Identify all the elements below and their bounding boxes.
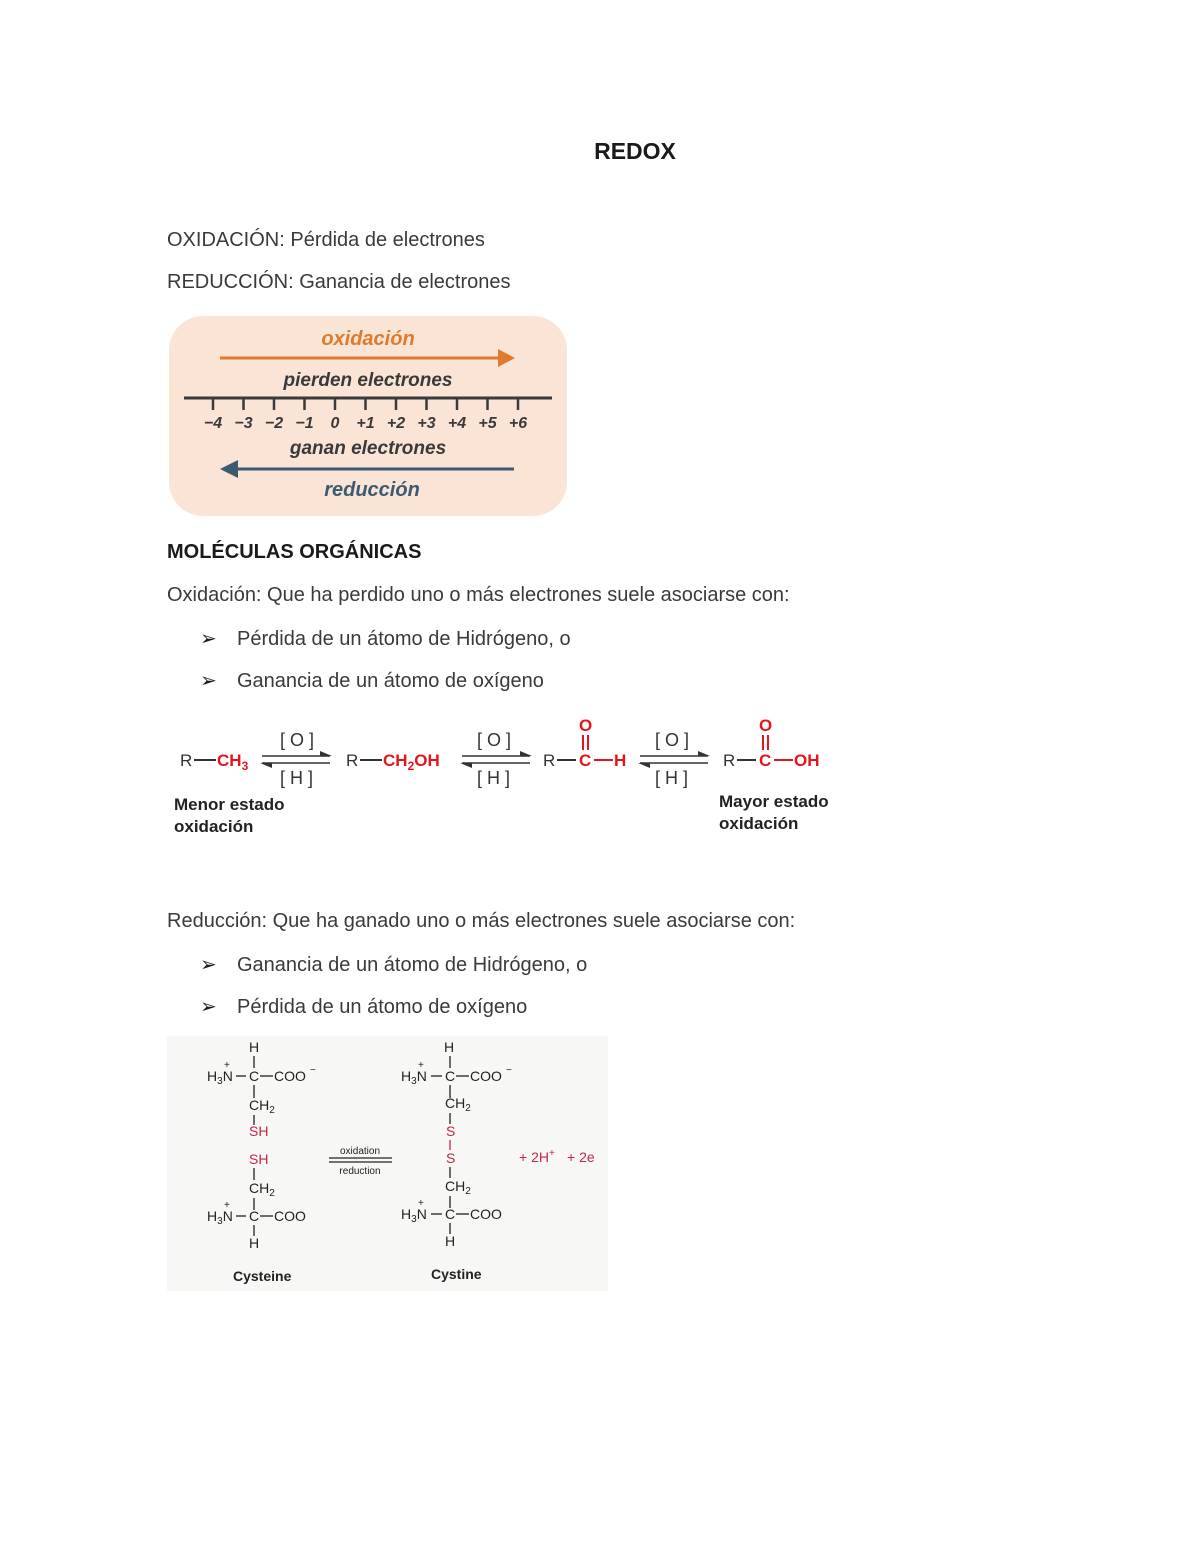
- page-title: REDOX: [594, 138, 676, 164]
- bullet-text: Ganancia de un átomo de oxígeno: [237, 670, 544, 692]
- hydroxymethyl-group: $CH_2OH$: [383, 751, 440, 773]
- r-group: R: [180, 751, 193, 770]
- oxidant-label: [ O ]: [280, 730, 315, 750]
- tick-label: +4: [447, 415, 467, 432]
- forward-arrow-head: [320, 751, 332, 756]
- r-group: R: [723, 751, 736, 770]
- r-group: R: [543, 751, 556, 770]
- tick-label: +1: [356, 415, 375, 432]
- plus-charge: +: [224, 1060, 230, 1071]
- carboxyl-oxygen: O: [759, 716, 773, 735]
- bullet-arrow-icon: ➢: [200, 670, 217, 692]
- gain-electrons-label: ganan electrones: [289, 438, 447, 459]
- protons-product: + 2H+: [519, 1148, 555, 1165]
- sulfur-atom: S: [446, 1123, 456, 1139]
- oxidant-label: [ O ]: [477, 730, 512, 750]
- reduction-label: reducción: [324, 479, 420, 501]
- methylene-group: $CH_2$: [249, 1180, 275, 1199]
- bullet-text: Pérdida de un átomo de Hidrógeno, o: [237, 628, 571, 650]
- bullet-text: Pérdida de un átomo de oxígeno: [237, 996, 528, 1018]
- carbonyl-oxygen: O: [579, 716, 593, 735]
- reverse-arrow-head: [260, 763, 272, 768]
- tick-label: −1: [295, 415, 314, 432]
- carbonyl-carbon: C: [579, 751, 592, 770]
- lowest-state-label-line2: oxidación: [174, 817, 254, 836]
- reduction-bullet-1: [200, 952, 587, 977]
- tick-label: +3: [417, 415, 436, 432]
- hydroxyl-group: OH: [794, 751, 820, 770]
- tick-label: −3: [234, 415, 253, 432]
- minus-charge: −: [310, 1065, 316, 1076]
- tick-label: 0: [330, 415, 340, 432]
- oxidation-arrow-label: oxidation: [339, 1146, 381, 1157]
- hydrogen-atom: H: [444, 1039, 455, 1055]
- tick-label: +6: [508, 415, 528, 432]
- bullet-text: Ganancia de un átomo de Hidrógeno, o: [237, 954, 588, 976]
- tick-label: +2: [386, 415, 406, 432]
- methylene-group: $CH_2$: [249, 1097, 275, 1116]
- methyl-group: $CH_3$: [217, 751, 249, 773]
- tick-label: −2: [264, 415, 284, 432]
- oxidation-bullet-2: [200, 668, 544, 693]
- oxidation-definition: OXIDACIÓN: Pérdida de electrones: [167, 229, 485, 251]
- oxidation-label: oxidación: [321, 328, 415, 350]
- oxidation-scale-diagram: [168, 315, 570, 519]
- plus-charge: +: [418, 1198, 424, 1209]
- bullet-arrow-icon: ➢: [200, 996, 217, 1018]
- oxidation-bullet-1: [200, 626, 571, 651]
- reverse-arrow-head: [460, 763, 472, 768]
- forward-arrow-head: [698, 751, 710, 756]
- lowest-state-label: Menor estado: [174, 795, 285, 814]
- ammonium-group: $H_3N$: [207, 1208, 233, 1227]
- cystine-label: Cystine: [431, 1266, 482, 1282]
- aldehyde-hydrogen: H: [614, 751, 627, 770]
- oxidation-sequence-scheme: [170, 712, 840, 840]
- tick-label: −4: [203, 415, 223, 432]
- methylene-group: $CH_2$: [445, 1095, 471, 1114]
- methylene-group: $CH_2$: [445, 1178, 471, 1197]
- reductant-label: [ H ]: [655, 768, 689, 788]
- hydrogen-atom: H: [249, 1235, 260, 1251]
- highest-state-label-line2: oxidación: [719, 814, 799, 833]
- cysteine-label: Cysteine: [233, 1268, 292, 1284]
- oxidation-intro: Oxidación: Que ha perdido uno o más electrones suele asociarse con:: [167, 584, 790, 606]
- ammonium-group: $H_3N$: [207, 1068, 233, 1087]
- bullet-arrow-icon: ➢: [200, 628, 217, 650]
- carboxyl-carbon: C: [759, 751, 772, 770]
- reduction-intro: Reducción: Que ha ganado uno o más electrones suele asociarse con:: [167, 910, 796, 932]
- carboxylate-group: COO: [274, 1208, 306, 1224]
- reduction-definition: REDUCCIÓN: Ganancia de electrones: [167, 271, 511, 293]
- reduction-arrow-label: reduction: [339, 1166, 381, 1177]
- plus-charge: +: [418, 1060, 424, 1071]
- organic-molecules-heading: MOLÉCULAS ORGÁNICAS: [167, 541, 422, 563]
- alpha-carbon: C: [445, 1206, 456, 1222]
- alpha-carbon: C: [249, 1208, 260, 1224]
- reverse-arrow-head: [638, 763, 650, 768]
- forward-arrow-head: [520, 751, 532, 756]
- alpha-carbon: C: [249, 1068, 260, 1084]
- carboxylate-group: COO: [274, 1068, 306, 1084]
- plus-charge: +: [224, 1200, 230, 1211]
- carboxylate-group: COO: [470, 1206, 502, 1222]
- ammonium-group: $H_3N$: [401, 1206, 427, 1225]
- reduction-bullet-2: [200, 994, 527, 1019]
- bullet-arrow-icon: ➢: [200, 954, 217, 976]
- thiol-group: SH: [249, 1151, 269, 1167]
- lose-electrons-label: pierden electrones: [283, 370, 453, 391]
- reductant-label: [ H ]: [280, 768, 314, 788]
- reductant-label: [ H ]: [477, 768, 511, 788]
- alpha-carbon: C: [445, 1068, 456, 1084]
- sulfur-atom: S: [446, 1150, 456, 1166]
- hydrogen-atom: H: [249, 1039, 260, 1055]
- hydrogen-atom: H: [445, 1233, 456, 1249]
- electrons-product: + 2e: [567, 1149, 595, 1165]
- ammonium-group: $H_3N$: [401, 1068, 427, 1087]
- thiol-group: SH: [249, 1123, 269, 1139]
- tick-label: +5: [478, 415, 497, 432]
- r-group: R: [346, 751, 359, 770]
- oxidant-label: [ O ]: [655, 730, 690, 750]
- highest-state-label: Mayor estado: [719, 792, 829, 811]
- cysteine-cystine-scheme: [167, 1036, 608, 1291]
- minus-charge: −: [506, 1065, 512, 1076]
- carboxylate-group: COO: [470, 1068, 502, 1084]
